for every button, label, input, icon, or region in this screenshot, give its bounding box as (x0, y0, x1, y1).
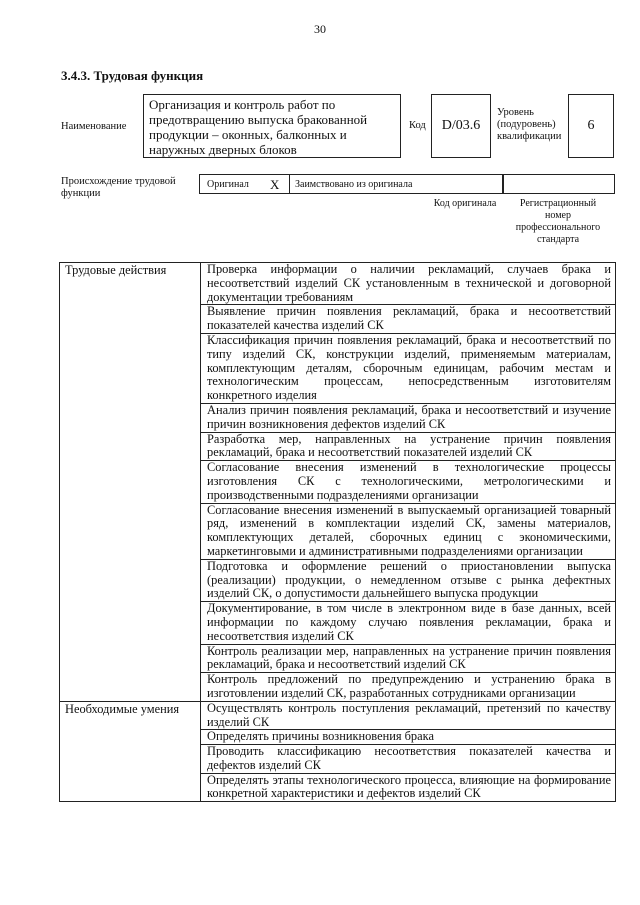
origin-label: Происхождение трудовой функции (61, 176, 176, 199)
section-item: Подготовка и оформление решений о приостановлении выпуска (реализации) продукции, о немедленном отзыве с рынка дефектных изделий СК, о допустимости дальнейшего выпуска продукции (201, 559, 616, 601)
origin-borrowed-cell (289, 174, 503, 194)
level-value: 6 (568, 94, 614, 158)
section-item: Классификация причин появления рекламаций, брака и несоответствий по типу изделий СК, конструкции изделий, применяемым материалам, комплектующим деталям, сборочным единицам, рабочим местам и технологическим процессам, непосредственным изготовителям конкретного изделия (201, 333, 616, 403)
code-value: D/03.6 (431, 94, 491, 158)
section-item: Анализ причин появления рекламаций, брака и несоответствий и изучение причин возникновения дефектов изделий СК (201, 403, 616, 432)
reg-number-caption: Регистрационный номер профессионального стандарта (515, 198, 601, 245)
table-row (60, 701, 616, 730)
function-table (59, 262, 616, 802)
section-item: Выявление причин появления рекламаций, брака и несоответствий показателей качества изделий СК (201, 305, 616, 334)
section-item: Согласование внесения изменений в технологические процессы изготовления СК с технологическими, метрологическими и производственными подразделениями организации (201, 461, 616, 503)
original-label: Оригинал (207, 179, 249, 190)
section-item: Осуществлять контроль поступления рекламаций, претензий по качеству изделий СК (201, 701, 616, 730)
origin-original-cell (199, 174, 289, 194)
origin-row (199, 174, 615, 196)
section-title: 3.4.3. Трудовая функция (61, 68, 204, 83)
section-item: Разработка мер, направленных на устранение причин появления рекламаций, брака и несоответствий показателей изделий СК (201, 432, 616, 461)
section-item: Определять этапы технологического процесса, влияющие на формирование конкретной характеристики и дефектов изделий СК (201, 773, 616, 802)
section-item: Документирование, в том числе в электронном виде в базе данных, всей информации по каждому случаю появления рекламации, брака и несоответствия изделий СК (201, 602, 616, 644)
section-heading: Необходимые умения (60, 701, 201, 802)
level-label: Уровень (подуровень) квалификации (497, 107, 562, 142)
section-item: Контроль реализации мер, направленных на устранение причин появления рекламаций, брака и несоответствий изделий СК (201, 644, 616, 673)
code-label: Код (409, 120, 426, 131)
table-row (60, 263, 616, 305)
code-original-caption: Код оригинала (433, 198, 497, 209)
page-number: 30 (314, 22, 326, 36)
original-mark: X (270, 177, 280, 192)
section-item: Контроль предложений по предупреждению и устранению брака в изготовлении изделий СК, разработанных сотрудниками организации (201, 673, 616, 702)
section-item: Определять причины возникновения брака (201, 730, 616, 745)
section-item: Согласование внесения изменений в выпускаемый организацией товарный ряд, изменений в комплектации изделий СК, замены материалов, комплектующих деталей, сборочных единиц с экономическими, маркетинговыми и административными подразделениями организации (201, 503, 616, 559)
section-item: Проверка информации о наличии рекламаций, случаев брака и несоответствий изделий СК установленным в технической и договорной документации требованиям (201, 263, 616, 305)
origin-reg-cell (503, 174, 615, 194)
name-value: Организация и контроль работ по предотвращению выпуска бракованной продукции – оконных, балконных и наружных дверных блоков (143, 94, 401, 158)
section-item: Проводить классификацию несоответствия показателей качества и дефектов изделий СК (201, 745, 616, 774)
name-label: Наименование (61, 121, 127, 132)
section-heading: Трудовые действия (60, 263, 201, 702)
borrowed-label: Заимствовано из оригинала (295, 179, 413, 190)
